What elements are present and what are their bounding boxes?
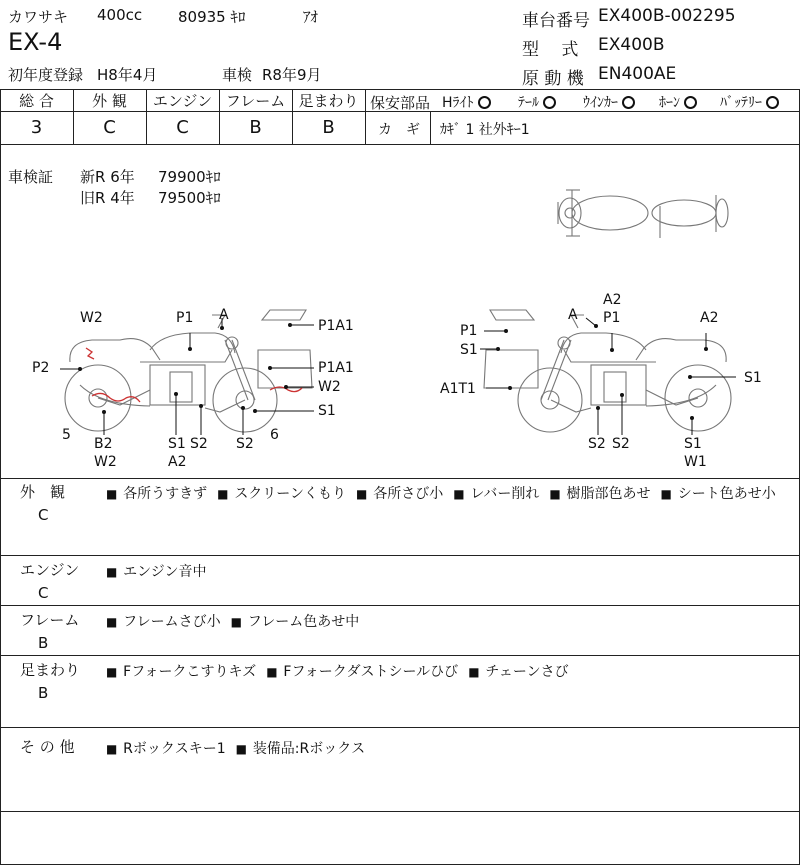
bullet-square-icon: ■: [106, 565, 122, 579]
detail-category: そ の 他: [20, 738, 75, 756]
diagram-label: S1: [168, 436, 186, 452]
bullet-square-icon: ■: [106, 742, 122, 756]
diagram-label: P1: [460, 323, 478, 339]
color: ｱｵ: [303, 8, 319, 26]
detail-item: レバー削れ: [470, 486, 540, 502]
diagram-label: A: [219, 307, 229, 323]
bullet-square-icon: ■: [217, 487, 233, 501]
grade-frame: B: [249, 117, 262, 138]
bullet-square-icon: ■: [230, 615, 246, 629]
detail-item: シート色あせ小: [677, 486, 776, 502]
key-label: カ ギ: [378, 122, 420, 138]
detail-item: 各所うすきず: [123, 486, 208, 502]
detail-items: [106, 661, 579, 681]
bullet-square-icon: ■: [266, 665, 282, 679]
mileage: 80935 ｷﾛ: [178, 8, 246, 26]
detail-grade: C: [38, 506, 49, 524]
diagram-label: S2: [588, 436, 606, 452]
diagram-label: A2: [700, 310, 719, 326]
maker: カワサキ: [8, 8, 69, 26]
safety-parts-label: 保安部品: [370, 94, 431, 112]
odometer-cert-label: 車検証: [8, 168, 54, 186]
detail-items: [106, 483, 786, 503]
inspection-label: 車検: [222, 66, 253, 84]
model-name: EX-4: [8, 28, 63, 56]
safety-item-horn: ﾎｰﾝ: [659, 92, 697, 112]
grade-header-engine: エンジン: [152, 91, 213, 110]
detail-items: [106, 738, 375, 758]
detail-item: フレームさび小: [123, 614, 221, 630]
diagram-label: W2: [94, 454, 117, 470]
bullet-square-icon: ■: [468, 665, 484, 679]
engine-model-label: 原 動 機: [522, 69, 584, 89]
right-side-motorcycle-icon: [484, 310, 731, 432]
odometer-old-label: 旧R 4年: [80, 189, 135, 207]
diagram-label: 5: [62, 427, 71, 443]
type-label: 型 式: [522, 40, 579, 60]
bullet-square-icon: ■: [660, 487, 676, 501]
detail-grade: C: [38, 584, 49, 602]
engine-model-value: EN400AE: [598, 64, 677, 84]
detail-item: Fフォークこすりキズ: [123, 664, 257, 680]
ok-circle-icon: [543, 96, 556, 109]
detail-item: スクリーンくもり: [234, 486, 347, 502]
left-side-motorcycle-icon: [65, 310, 312, 432]
diagram-label: P1: [603, 310, 621, 326]
detail-category: エンジン: [20, 561, 80, 579]
safety-item-headlight: Hﾗｲﾄ: [442, 92, 491, 112]
diagram-label: S1: [684, 436, 702, 452]
safety-item-tail: ﾃｰﾙ: [518, 92, 556, 112]
bullet-square-icon: ■: [106, 665, 122, 679]
detail-grade: B: [38, 634, 49, 652]
bullet-square-icon: ■: [235, 742, 251, 756]
safety-item-battery: ﾊﾞｯﾃﾘｰ: [720, 92, 779, 112]
detail-category: 足まわり: [20, 661, 81, 679]
key-value: ｶｷﾞ 1 社外ｷｰ1: [440, 122, 530, 138]
grade-overall: 3: [30, 117, 43, 138]
odometer-new-value: 79900ｷﾛ: [158, 168, 221, 186]
first-registration-value: H8年4月: [97, 66, 158, 84]
detail-items: [106, 611, 369, 631]
diagram-label: S2: [612, 436, 630, 452]
diagram-label: P1A1: [318, 360, 354, 376]
grade-exterior: C: [103, 117, 116, 138]
displacement: 400cc: [97, 6, 143, 24]
damage-diagram: [0, 150, 800, 480]
ok-circle-icon: [622, 96, 635, 109]
diagram-label: W2: [318, 379, 341, 395]
diagram-label: 6: [270, 427, 279, 443]
bullet-square-icon: ■: [453, 487, 469, 501]
ok-circle-icon: [766, 96, 779, 109]
detail-item: チェーンさび: [485, 664, 569, 680]
type-value: EX400B: [598, 35, 665, 55]
frame-number-value: EX400B-002295: [598, 6, 736, 26]
diagram-label: S2: [236, 436, 254, 452]
grade-header-overall: 総 合: [19, 91, 54, 110]
diagram-label: A2: [168, 454, 187, 470]
top-view-motorcycle-icon: [558, 190, 728, 238]
detail-item: 装備品:Rボックス: [252, 741, 366, 757]
bullet-square-icon: ■: [106, 615, 122, 629]
grade-header-exterior: 外 観: [92, 91, 127, 110]
detail-item: 樹脂部色あせ: [566, 486, 651, 502]
grade-header-suspension: 足まわり: [298, 91, 359, 110]
diagram-label: W1: [684, 454, 707, 470]
odometer-new-label: 新R 6年: [80, 168, 135, 186]
odometer-old-value: 79500ｷﾛ: [158, 189, 221, 207]
frame-number-label: 車台番号: [522, 11, 590, 31]
detail-grade: B: [38, 684, 49, 702]
diagram-label: P1A1: [318, 318, 354, 334]
inspection-value: R8年9月: [262, 66, 322, 84]
diagram-label: B2: [94, 436, 113, 452]
detail-items: [106, 561, 216, 581]
detail-item: 各所さび小: [373, 486, 444, 502]
grade-header-frame: フレーム: [225, 91, 286, 110]
bullet-square-icon: ■: [549, 487, 565, 501]
detail-category: 外 観: [20, 483, 66, 501]
detail-item: フレーム色あせ中: [247, 614, 360, 630]
diagram-label: A: [568, 307, 578, 323]
detail-item: エンジン音中: [123, 564, 207, 580]
bullet-square-icon: ■: [356, 487, 372, 501]
diagram-label: S1: [744, 370, 762, 386]
grade-engine: C: [176, 117, 189, 138]
diagram-label: W2: [80, 310, 103, 326]
bullet-square-icon: ■: [106, 487, 122, 501]
grade-suspension: B: [322, 117, 335, 138]
diagram-label: P2: [32, 360, 50, 376]
detail-item: Rボックスキー1: [123, 741, 226, 757]
diagram-label: S1: [318, 403, 336, 419]
diagram-label: P1: [176, 310, 194, 326]
ok-circle-icon: [478, 96, 491, 109]
first-registration-label: 初年度登録: [8, 66, 84, 84]
detail-category: フレーム: [20, 611, 80, 629]
safety-item-winker: ｳｲﾝｶｰ: [583, 92, 635, 112]
diagram-label: S2: [190, 436, 208, 452]
diagram-label: S1: [460, 342, 478, 358]
ok-circle-icon: [684, 96, 697, 109]
diagram-label: A2: [603, 292, 622, 308]
damage-marks: [86, 348, 302, 402]
diagram-label: A1T1: [440, 381, 476, 397]
detail-item: Fフォークダストシールひび: [283, 664, 459, 680]
